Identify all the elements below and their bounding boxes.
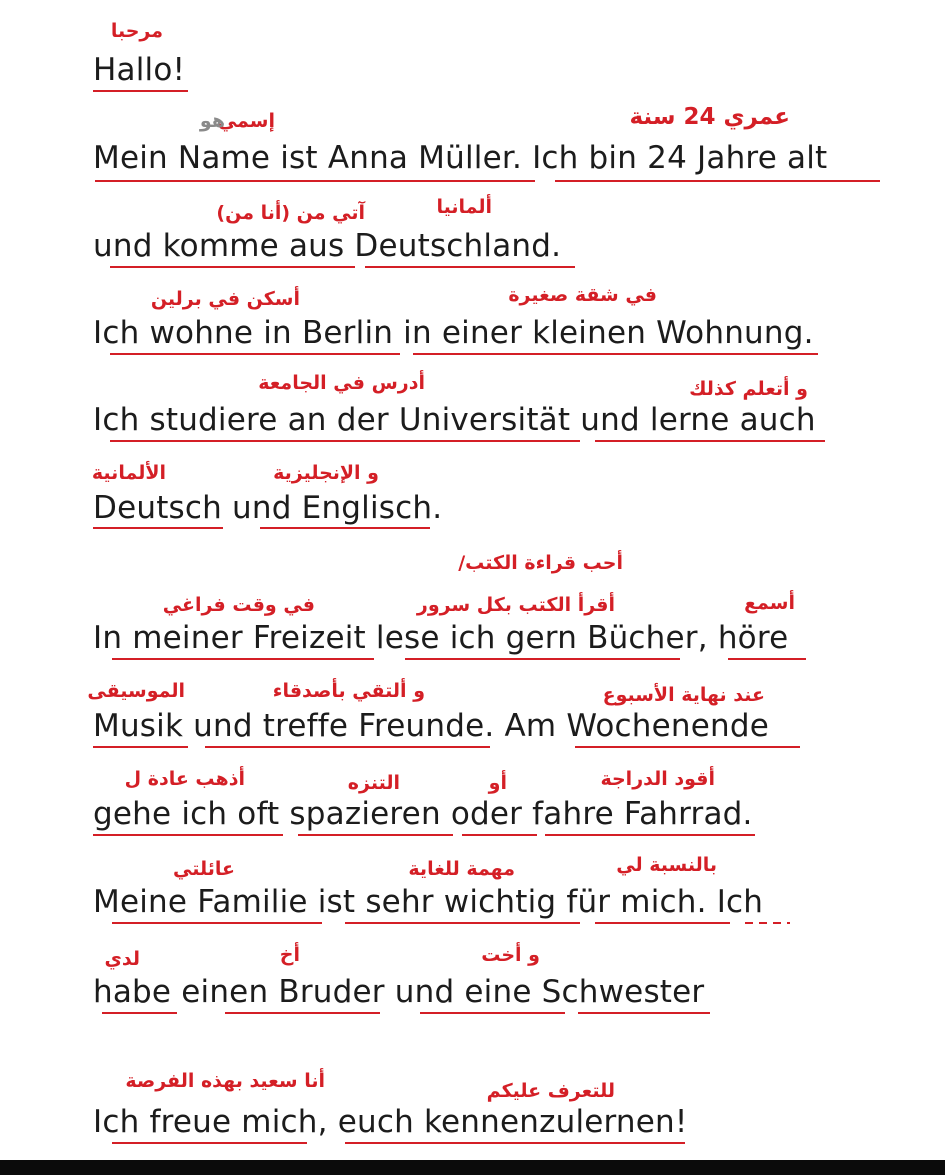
german-line: Ich freue mich, euch kennenzulernen! (93, 1104, 688, 1140)
arabic-note: أسكن في برلين (150, 288, 300, 310)
underline (405, 658, 680, 660)
arabic-note: للتعرف عليكم (486, 1080, 615, 1102)
arabic-note: لدي (104, 948, 140, 970)
arabic-note: الموسيقى (87, 680, 185, 702)
underline (413, 353, 818, 355)
german-line: gehe ich oft spazieren oder fahre Fahrrad. (93, 796, 753, 832)
arabic-note: و أخت (481, 944, 540, 966)
arabic-note: عائلتي (173, 858, 235, 880)
underline (112, 1142, 307, 1144)
underline (298, 834, 453, 836)
underline (110, 353, 400, 355)
arabic-note: عند نهاية الأسبوع (602, 684, 765, 706)
arabic-note: عمري 24 سنة (629, 104, 790, 130)
underline (260, 527, 430, 529)
dashed-underline (745, 922, 790, 924)
arabic-note: أنا سعيد بهذه الفرصة (125, 1070, 325, 1092)
underline (112, 658, 374, 660)
arabic-note: آتي من (أنا من) (216, 202, 365, 224)
german-line: Ich studiere an der Universität und lerne auch (93, 402, 816, 438)
arabic-note: الألمانية (91, 462, 166, 484)
arabic-note: ألمانيا (436, 196, 492, 218)
underline (345, 922, 580, 924)
underline (112, 922, 322, 924)
german-line: habe einen Bruder und eine Schwester (93, 974, 705, 1010)
underline (345, 1142, 685, 1144)
underline (95, 180, 535, 182)
arabic-note: و ألتقي بأصدقاء (272, 680, 425, 702)
arabic-note: أدرس في الجامعة (258, 372, 425, 394)
underline (93, 746, 188, 748)
bottom-edge-bar (0, 1160, 945, 1175)
underline (365, 266, 575, 268)
arabic-note: أخ (279, 944, 300, 966)
german-line: und komme aus Deutschland. (93, 228, 562, 264)
arabic-note: و أتعلم كذلك (689, 378, 808, 400)
arabic-note: مهمة للغاية (408, 858, 515, 880)
arabic-note: و الإنجليزية (273, 462, 379, 484)
underline (578, 1012, 710, 1014)
underline (595, 922, 730, 924)
german-line: Ich wohne in Berlin in einer kleinen Wohnung. (93, 315, 814, 351)
underline (102, 1012, 177, 1014)
underline (575, 746, 800, 748)
underline (420, 1012, 565, 1014)
underline (595, 440, 825, 442)
arabic-note: هو (199, 110, 225, 132)
underline (110, 266, 355, 268)
arabic-note: أو (488, 772, 507, 794)
underline (93, 527, 223, 529)
arabic-note: بالنسبة لي (616, 854, 717, 876)
underline (545, 834, 755, 836)
german-line: In meiner Freizeit lese ich gern Bücher, höre (93, 620, 789, 656)
underline (110, 440, 580, 442)
arabic-note: أحب قراءة الكتب/ (458, 552, 623, 574)
arabic-note: إسمي (217, 110, 275, 132)
underline (93, 90, 188, 92)
arabic-note: أقود الدراجة (600, 768, 715, 790)
arabic-note: في وقت فراغي (162, 594, 315, 616)
underline (205, 746, 490, 748)
arabic-note: التنزه (347, 772, 400, 794)
german-line: Musik und treffe Freunde. Am Wochenende (93, 708, 770, 744)
arabic-note: أقرأ الكتب بكل سرور (416, 594, 615, 616)
german-line: Deutsch und Englisch. (93, 490, 443, 526)
german-line: Mein Name ist Anna Müller. Ich bin 24 Jahre alt (93, 140, 828, 176)
arabic-note: أذهب عادة ل (124, 768, 245, 790)
arabic-note: مرحبا (110, 20, 163, 42)
underline (728, 658, 806, 660)
underline (462, 834, 537, 836)
arabic-note: أسمع (744, 592, 795, 614)
underline (555, 180, 880, 182)
arabic-note: في شقة صغيرة (508, 284, 657, 306)
underline (93, 834, 283, 836)
german-line: Hallo! (93, 52, 186, 88)
german-line: Meine Familie ist sehr wichtig für mich. Ich (93, 884, 764, 920)
underline (225, 1012, 380, 1014)
